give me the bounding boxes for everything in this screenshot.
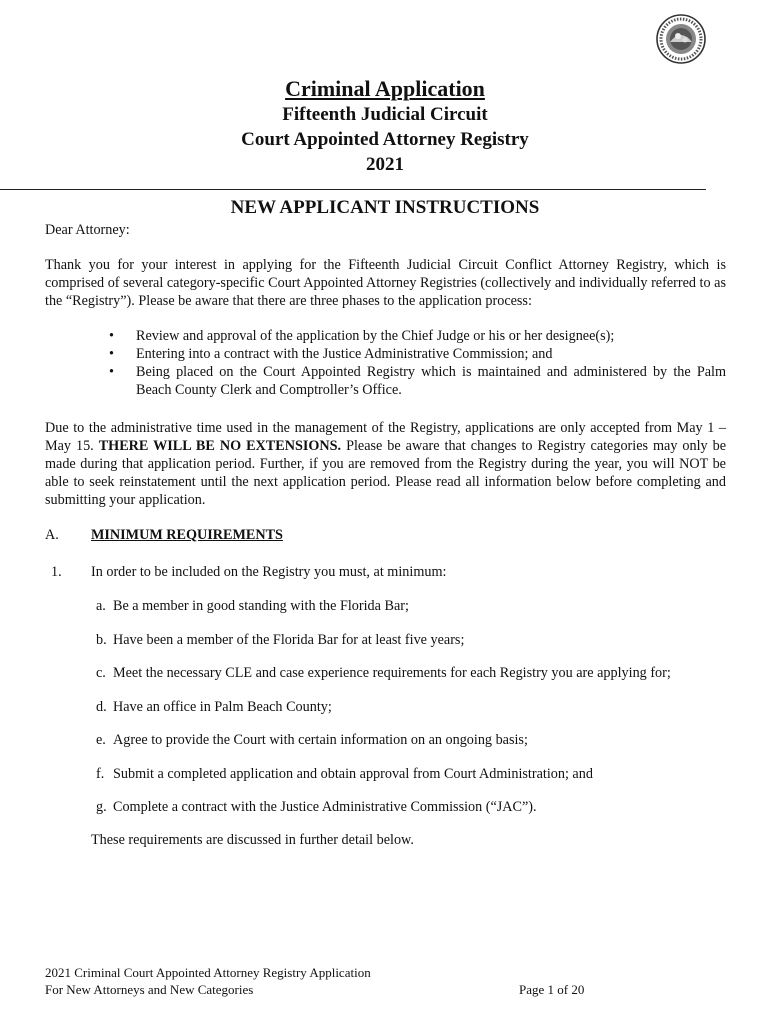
requirement-text: Be a member in good standing with the Florida Bar; bbox=[113, 598, 409, 614]
list-item-text: Entering into a contract with the Justice Administrative Commission; and bbox=[136, 346, 553, 362]
requirement-item bbox=[96, 698, 332, 716]
closing-sentence: These requirements are discussed in further detail below. bbox=[91, 832, 414, 848]
bullet-icon: • bbox=[109, 346, 114, 362]
list-item bbox=[109, 363, 726, 399]
list-item bbox=[109, 327, 726, 345]
circuit-name: Fifteenth Judicial Circuit bbox=[282, 104, 488, 125]
deadline-paragraph bbox=[45, 419, 726, 509]
requirement-letter: b. bbox=[96, 632, 107, 648]
requirement-text: Have been a member of the Florida Bar for at least five years; bbox=[113, 632, 465, 648]
footer-title: 2021 Criminal Court Appointed Attorney Registry Application bbox=[45, 965, 371, 980]
document-year: 2021 bbox=[366, 154, 404, 175]
requirement-item bbox=[96, 731, 528, 749]
requirement-text: Have an office in Palm Beach County; bbox=[113, 699, 332, 715]
requirement-item bbox=[96, 664, 671, 682]
requirement-letter: a. bbox=[96, 598, 106, 614]
requirement-text: Submit a completed application and obtain approval from Court Administration; and bbox=[113, 766, 593, 782]
item-1-text: In order to be included on the Registry you must, at minimum: bbox=[91, 564, 447, 580]
requirement-text: Complete a contract with the Justice Administrative Commission (“JAC”). bbox=[113, 799, 537, 815]
phase-list bbox=[109, 327, 726, 399]
section-a-title: MINIMUM REQUIREMENTS bbox=[91, 527, 283, 543]
deadline-text-after: Please be aware that changes to Registry categories may only be made during that application period. Further, if you are removed from the Registry during the year, you will NOT be able to seek reinstatement until the next application period. Please read all information below before completing and submitting your application. bbox=[45, 438, 726, 508]
bullet-icon: • bbox=[109, 364, 114, 380]
requirement-item bbox=[96, 765, 593, 783]
intro-paragraph: Thank you for your interest in applying for the Fifteenth Judicial Circuit Conflict Attorney Registry, which is comprised of several category-specific Court Appointed Attorney Registries (collectively and individually referred to as the “Registry”). Please be aware that there are three phases to the application process: bbox=[45, 257, 726, 309]
requirement-letter: e. bbox=[96, 732, 106, 748]
requirement-item bbox=[96, 798, 537, 816]
title-block bbox=[0, 76, 770, 177]
deadline-text-before: Due to the administrative time used in the management of the Registry, applications are only accepted from May 1 – May 15. bbox=[45, 420, 726, 454]
requirement-letter: g. bbox=[96, 799, 107, 815]
requirement-text: Agree to provide the Court with certain information on an ongoing basis; bbox=[113, 732, 528, 748]
requirement-letter: d. bbox=[96, 699, 107, 715]
document-title: Criminal Application bbox=[285, 76, 485, 101]
section-a-letter: A. bbox=[45, 527, 59, 543]
requirement-item bbox=[96, 631, 464, 649]
requirement-item bbox=[96, 597, 409, 615]
bullet-icon: • bbox=[109, 328, 114, 344]
requirement-letter: f. bbox=[96, 766, 105, 782]
page-number: Page 1 of 20 bbox=[519, 982, 585, 997]
registry-name: Court Appointed Attorney Registry bbox=[241, 129, 529, 150]
list-item-text: Being placed on the Court Appointed Registry which is maintained and administered by the Palm Beach County Clerk and Comptroller’s Office. bbox=[136, 364, 726, 398]
requirement-text: Meet the necessary CLE and case experience requirements for each Registry you are applying for; bbox=[113, 665, 671, 681]
court-seal-icon bbox=[656, 14, 706, 64]
footer-subtitle: For New Attorneys and New Categories bbox=[45, 982, 254, 997]
header-divider bbox=[0, 189, 706, 190]
requirement-letter: c. bbox=[96, 665, 106, 681]
deadline-warning: THERE WILL BE NO EXTENSIONS. bbox=[98, 438, 342, 454]
section-heading: NEW APPLICANT INSTRUCTIONS bbox=[230, 197, 540, 218]
item-1-number: 1. bbox=[51, 564, 62, 580]
list-item-text: Review and approval of the application by the Chief Judge or his or her designee(s); bbox=[136, 328, 615, 344]
salutation: Dear Attorney: bbox=[45, 222, 130, 238]
list-item bbox=[109, 345, 726, 363]
